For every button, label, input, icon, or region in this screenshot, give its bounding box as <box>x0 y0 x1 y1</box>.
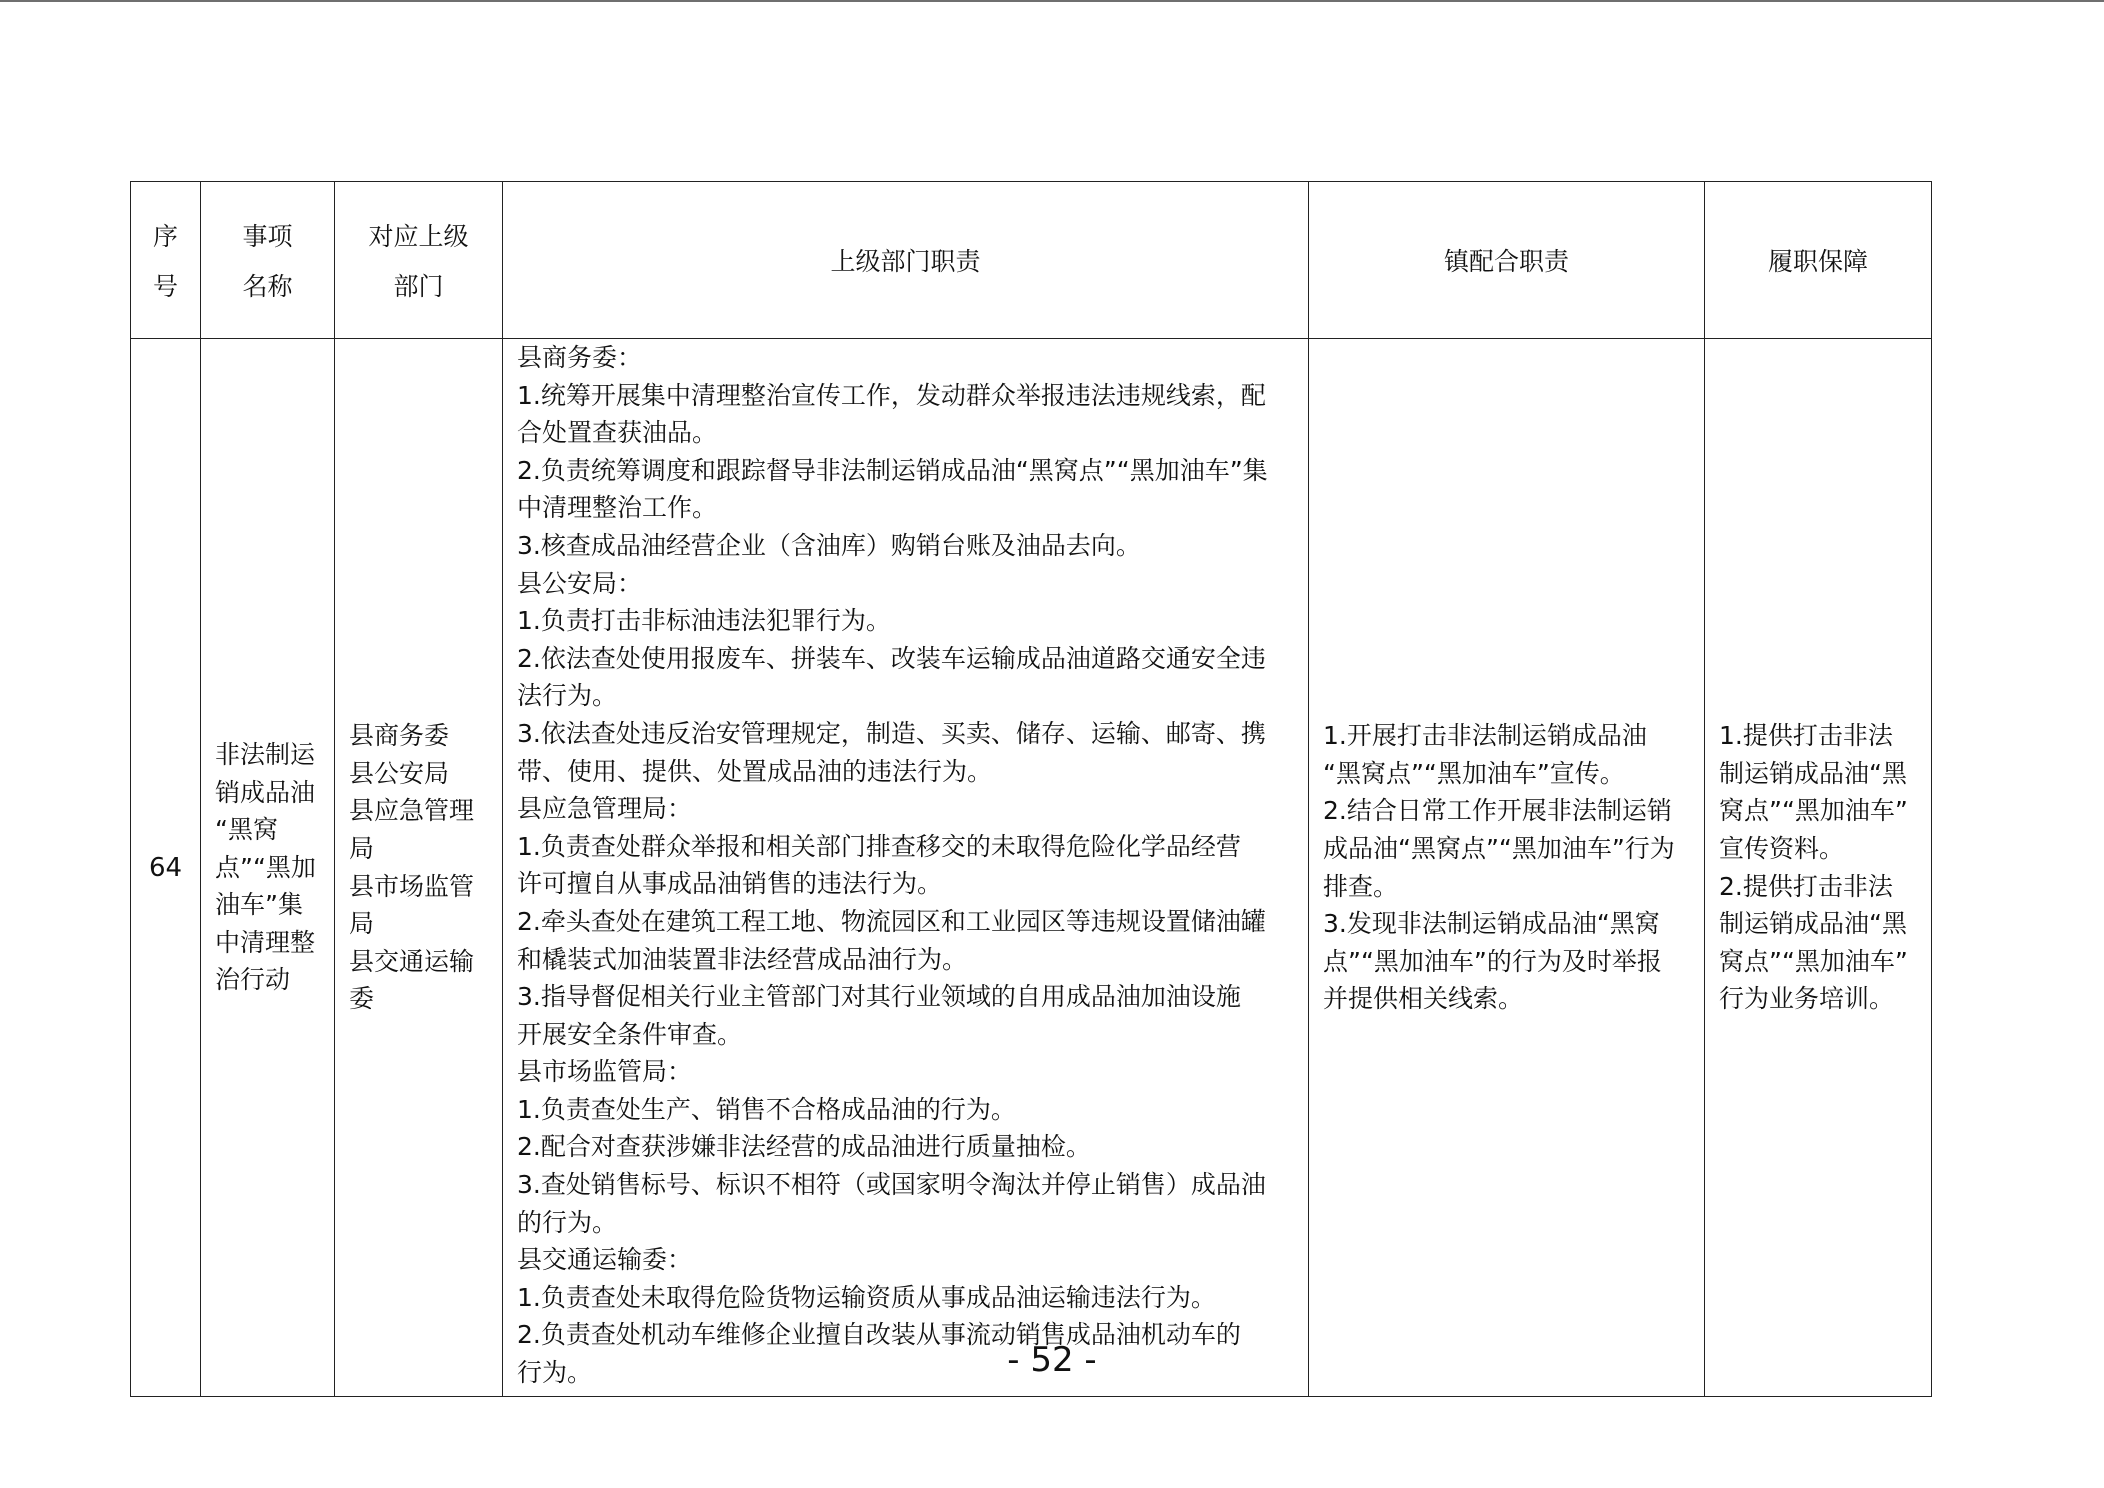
upper-duty-line: 合处置查获油品。 <box>517 418 718 448</box>
upper-duty-line: 开展安全条件审查。 <box>517 1019 743 1049</box>
row-item-name <box>201 339 335 1397</box>
duty-table <box>130 181 1932 1397</box>
header-dept <box>335 182 503 339</box>
upper-duty-line: 3.依法查处违反治安管理规定，制造、买卖、储存、运输、邮寄、携 <box>517 718 1266 748</box>
header-item-line: 名称 <box>242 272 293 301</box>
item-name-line: 点”“黑加 <box>215 852 316 882</box>
header-town-duty: 镇配合职责 <box>1309 182 1705 339</box>
table-header-row <box>131 182 1932 339</box>
town-duty-line: “黑窝点”“黑加油车”宣传。 <box>1323 758 1625 788</box>
upper-duty-line: 县商务委： <box>517 343 643 372</box>
upper-duty-line: 2.配合对查获涉嫌非法经营的成品油进行质量抽检。 <box>517 1132 1091 1162</box>
header-seq-line: 号 <box>152 272 178 301</box>
item-name-line: “黑窝 <box>215 815 278 845</box>
header-guarantee: 履职保障 <box>1705 182 1932 339</box>
upper-duty-line: 3.指导督促相关行业主管部门对其行业领域的自用成品油加油设施 <box>517 982 1241 1012</box>
guarantee-line: 窝点”“黑加油车” <box>1719 796 1908 826</box>
town-duty-line: 并提供相关线索。 <box>1323 984 1524 1014</box>
header-dept-line: 部门 <box>393 272 444 301</box>
upper-duty-line: 县公安局： <box>517 568 643 598</box>
town-duty-line: 2.结合日常工作开展非法制运销 <box>1323 796 1672 826</box>
upper-duty-line: 2.依法查处使用报废车、拼装车、改装车运输成品油道路交通安全违 <box>517 643 1266 673</box>
upper-duty-line: 的行为。 <box>517 1207 618 1237</box>
department-line: 县交通运输 <box>349 946 475 976</box>
guarantee-line: 2.提供打击非法 <box>1719 871 1893 901</box>
guarantee-line: 1.提供打击非法 <box>1719 721 1893 751</box>
header-item-line: 事项 <box>242 222 293 251</box>
header-upper-duty: 上级部门职责 <box>503 182 1309 339</box>
upper-duty-line: 1.负责查处生产、销售不合格成品油的行为。 <box>517 1094 1016 1124</box>
upper-duty-line: 县市场监管局： <box>517 1057 693 1087</box>
upper-duty-line: 2.牵头查处在建筑工程工地、物流园区和工业园区等违规设置储油罐 <box>517 906 1266 936</box>
upper-duty-line: 县应急管理局： <box>517 794 693 824</box>
guarantee-line: 制运销成品油“黑 <box>1719 909 1907 939</box>
upper-duty-line: 中清理整治工作。 <box>517 493 718 523</box>
department-line: 县公安局 <box>349 758 450 788</box>
upper-duty-line: 带、使用、提供、处置成品油的违法行为。 <box>517 756 993 786</box>
top-rule <box>0 0 2104 2</box>
item-name-line: 中清理整 <box>215 927 316 957</box>
department-line: 局 <box>349 909 375 939</box>
row-town-duty <box>1309 339 1705 1397</box>
page-number: - 52 - <box>1007 1340 1097 1380</box>
department-line: 县市场监管 <box>349 871 475 901</box>
header-dept-line: 对应上级 <box>368 222 469 251</box>
upper-duty-line: 2.负责查处机动车维修企业擅自改装从事流动销售成品油机动车的 <box>517 1320 1241 1350</box>
upper-duty-line: 1.负责查处未取得危险货物运输资质从事成品油运输违法行为。 <box>517 1282 1216 1312</box>
town-duty-line: 1.开展打击非法制运销成品油 <box>1323 721 1647 751</box>
header-seq-line: 序 <box>152 222 178 251</box>
row-guarantee <box>1705 339 1932 1397</box>
department-line: 县应急管理 <box>349 796 475 826</box>
header-seq <box>131 182 201 339</box>
item-name-line: 非法制运 <box>215 739 316 769</box>
upper-duty-line: 3.查处销售标号、标识不相符（或国家明令淘汰并停止销售）成品油 <box>517 1170 1266 1200</box>
guarantee-line: 窝点”“黑加油车” <box>1719 946 1908 976</box>
upper-duty-line: 行为。 <box>517 1358 593 1388</box>
town-duty-line: 点”“黑加油车”的行为及时举报 <box>1323 946 1662 976</box>
department-line: 局 <box>349 833 375 863</box>
department-line: 委 <box>349 984 375 1014</box>
row-seq: 64 <box>131 339 201 1397</box>
header-item <box>201 182 335 339</box>
guarantee-line: 宣传资料。 <box>1719 833 1845 863</box>
item-name-line: 治行动 <box>215 965 291 995</box>
upper-duty-line: 县交通运输委： <box>517 1245 693 1275</box>
upper-duty-line: 1.负责打击非标油违法犯罪行为。 <box>517 606 891 636</box>
table-row <box>131 339 1932 1397</box>
upper-duty-line: 法行为。 <box>517 681 618 711</box>
row-upper-duty <box>503 339 1309 1397</box>
upper-duty-line: 2.负责统筹调度和跟踪督导非法制运销成品油“黑窝点”“黑加油车”集 <box>517 455 1268 485</box>
upper-duty-line: 1.统筹开展集中清理整治宣传工作，发动群众举报违法违规线索，配 <box>517 380 1266 410</box>
item-name-line: 销成品油 <box>215 777 316 807</box>
item-name-line: 油车”集 <box>215 890 303 920</box>
department-line: 县商务委 <box>349 721 450 751</box>
upper-duty-line: 许可擅自从事成品油销售的违法行为。 <box>517 869 943 899</box>
guarantee-line: 制运销成品油“黑 <box>1719 758 1907 788</box>
town-duty-line: 排查。 <box>1323 871 1399 901</box>
town-duty-line: 成品油“黑窝点”“黑加油车”行为 <box>1323 833 1675 863</box>
town-duty-line: 3.发现非法制运销成品油“黑窝 <box>1323 909 1660 939</box>
guarantee-line: 行为业务培训。 <box>1719 984 1895 1014</box>
upper-duty-line: 和橇装式加油装置非法经营成品油行为。 <box>517 944 968 974</box>
upper-duty-line: 3.核查成品油经营企业（含油库）购销台账及油品去向。 <box>517 530 1141 560</box>
row-departments <box>335 339 503 1397</box>
upper-duty-line: 1.负责查处群众举报和相关部门排查移交的未取得危险化学品经营 <box>517 831 1241 861</box>
